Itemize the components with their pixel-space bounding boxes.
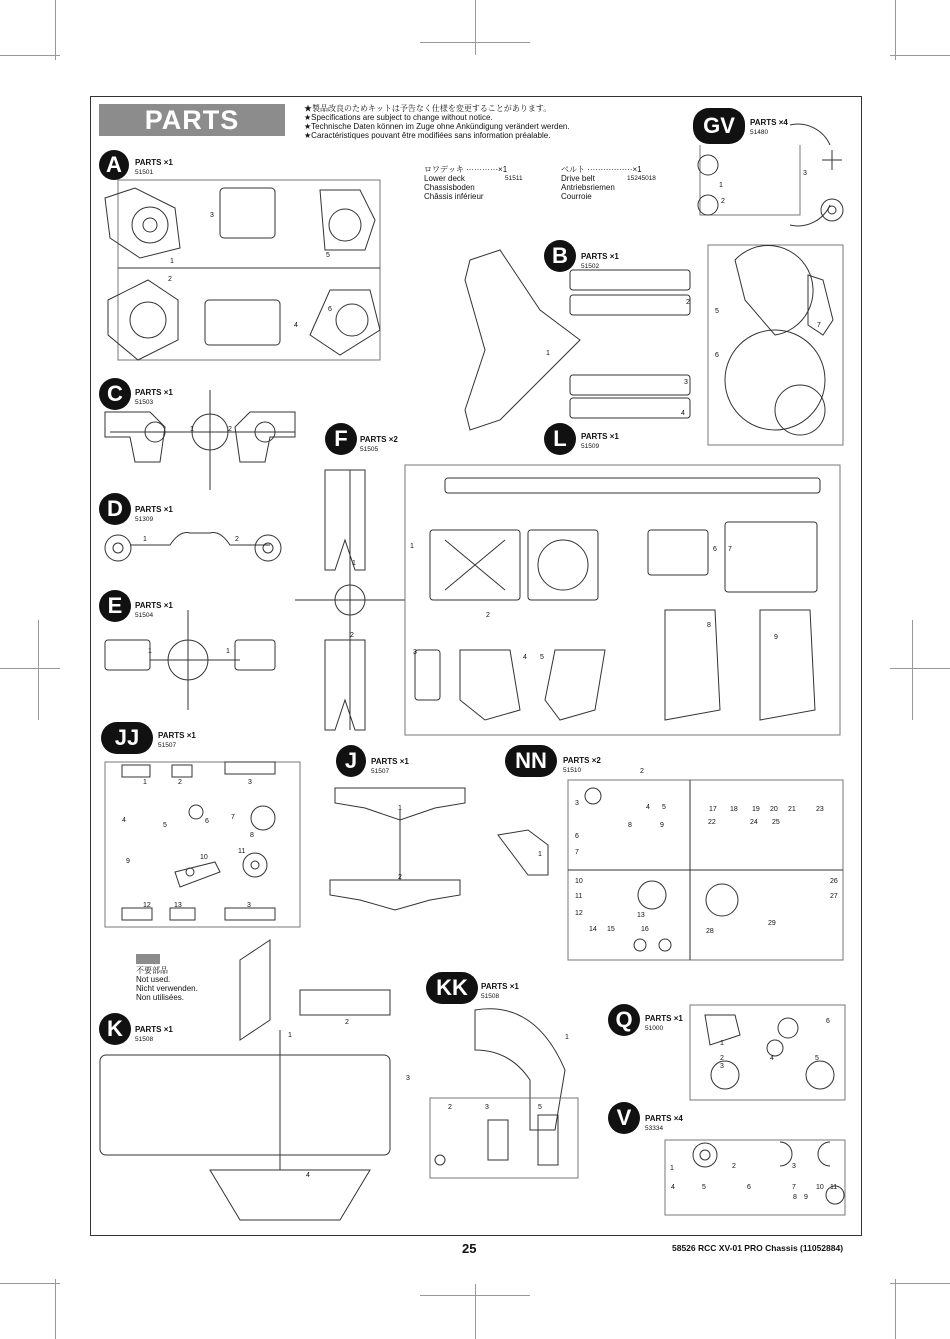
part-number: 6 <box>715 352 719 359</box>
part-number: 2 <box>398 874 402 881</box>
part-number: 4 <box>294 322 298 329</box>
lower-deck-en: Lower deck <box>424 174 465 183</box>
parts-code: 51480 <box>750 129 769 136</box>
part-number: 3 <box>406 1075 410 1082</box>
part-number: 20 <box>770 806 778 813</box>
sprue-a-drawing <box>105 180 380 360</box>
part-number: 1 <box>538 851 542 858</box>
drive-belt-fr: Courroie <box>561 192 592 201</box>
parts-qty: PARTS ×2 <box>360 435 398 444</box>
part-number: 11 <box>575 893 583 900</box>
sprue-kk-drawing <box>430 1009 578 1178</box>
part-number: 8 <box>707 622 711 629</box>
sprue-f-drawing <box>295 470 405 730</box>
kit-code: 58526 RCC XV-01 PRO Chassis (11052884) <box>672 1243 844 1253</box>
part-number: 29 <box>768 920 776 927</box>
parts-letter-badge: B <box>544 240 576 272</box>
part-number: 4 <box>646 804 650 811</box>
part-number: 11 <box>238 848 246 855</box>
parts-code: 51502 <box>581 263 600 270</box>
parts-code: 51510 <box>563 767 582 774</box>
parts-code: 51508 <box>481 993 500 1000</box>
parts-letter-badge: Q <box>608 1004 640 1036</box>
part-number: 11 <box>830 1184 838 1191</box>
part-number: 2 <box>732 1163 736 1170</box>
part-number: 2 <box>345 1019 349 1026</box>
parts-code: 51503 <box>135 399 154 406</box>
part-number: 3 <box>792 1163 796 1170</box>
parts-qty: PARTS ×1 <box>158 731 196 740</box>
part-number: 14 <box>589 926 597 933</box>
part-number: 19 <box>752 806 760 813</box>
part-number: 3 <box>413 649 417 656</box>
part-number: 4 <box>523 654 527 661</box>
part-number: 13 <box>174 902 182 909</box>
part-number: 2 <box>721 198 725 205</box>
part-number: 12 <box>575 910 583 917</box>
parts-letter-badge: J <box>336 745 366 777</box>
part-number: 25 <box>772 819 780 826</box>
sprue-c-drawing <box>105 390 295 490</box>
legend-fr: Non utilisées. <box>136 993 185 1002</box>
part-number: 17 <box>709 806 717 813</box>
part-number: 27 <box>830 893 838 900</box>
legend-de: Nicht verwenden. <box>136 984 198 993</box>
part-number: 2 <box>350 632 354 639</box>
sprue-d-drawing <box>105 533 281 562</box>
part-number: 6 <box>747 1184 751 1191</box>
legend-en: Not used. <box>136 975 171 984</box>
parts-letter-badge: NN <box>505 745 557 777</box>
part-number: 5 <box>326 252 330 259</box>
parts-code: 51507 <box>371 768 390 775</box>
part-number: 2 <box>228 426 232 433</box>
part-number: 26 <box>830 878 838 885</box>
lower-deck-ja: ロワデッキ ············×1 <box>424 165 508 174</box>
lower-deck-info <box>424 165 507 201</box>
part-number: 1 <box>148 648 152 655</box>
drive-belt-ja: ベルト ·················×1 <box>561 165 642 174</box>
parts-code: 51509 <box>581 443 600 450</box>
sprue-q-drawing <box>690 1005 845 1100</box>
part-number: 23 <box>816 806 824 813</box>
not-used-swatch <box>136 954 160 964</box>
parts-qty: PARTS ×1 <box>135 1025 173 1034</box>
drive-belt-info <box>561 165 642 201</box>
part-number: 1 <box>226 648 230 655</box>
part-number: 21 <box>788 806 796 813</box>
part-number: 28 <box>706 928 714 935</box>
parts-letter-badge: D <box>99 493 131 525</box>
parts-letter-badge: K <box>99 1013 131 1045</box>
part-number: 6 <box>575 833 579 840</box>
part-number: 2 <box>640 768 644 775</box>
not-used-legend <box>136 966 198 1002</box>
part-number: 4 <box>681 410 685 417</box>
legend-ja: 不要部品 <box>136 966 168 975</box>
part-number: 5 <box>163 822 167 829</box>
part-number: 1 <box>410 543 414 550</box>
part-number: 5 <box>662 804 666 811</box>
part-number: 15 <box>607 926 615 933</box>
parts-letter-badge: V <box>608 1102 640 1134</box>
parts-qty: PARTS ×1 <box>645 1014 683 1023</box>
part-number: 22 <box>708 819 716 826</box>
notice-line: ★Caractéristiques pouvant être modifiées sans information préalable. <box>304 131 551 140</box>
part-number: 3 <box>803 170 807 177</box>
part-number: 1 <box>565 1034 569 1041</box>
notice-line: ★製品改良のためキットは予告なく仕様を変更することがあります。 <box>304 104 552 113</box>
part-number: 3 <box>485 1104 489 1111</box>
part-number: 1 <box>398 805 402 812</box>
part-number: 2 <box>168 276 172 283</box>
part-number: 3 <box>684 379 688 386</box>
part-number: 9 <box>660 822 664 829</box>
lower-deck-code: 51511 <box>505 175 523 182</box>
page-number: 25 <box>462 1241 477 1256</box>
parts-qty: PARTS ×1 <box>135 158 173 167</box>
part-number: 10 <box>575 878 583 885</box>
drive-belt-en: Drive belt <box>561 174 595 183</box>
part-number: 1 <box>352 560 356 567</box>
part-number: 4 <box>770 1055 774 1062</box>
part-number: 2 <box>486 612 490 619</box>
part-number: 6 <box>205 818 209 825</box>
sprue-b-drawing <box>465 245 843 445</box>
parts-letter-badge: KK <box>426 972 478 1004</box>
parts-letter-badge: JJ <box>101 722 153 754</box>
part-number: 7 <box>817 322 821 329</box>
parts-code: 51309 <box>135 516 154 523</box>
part-number: 6 <box>713 546 717 553</box>
lower-deck-de: Chassisboden <box>424 183 475 192</box>
sprue-v-drawing <box>665 1140 845 1215</box>
part-number: 2 <box>235 536 239 543</box>
sprue-e-drawing <box>105 610 275 710</box>
part-number: 3 <box>210 212 214 219</box>
parts-qty: PARTS ×1 <box>581 252 619 261</box>
parts-code: 51507 <box>158 742 177 749</box>
notice-line: ★Technische Daten können im Zuge ohne Ankündigung verändert werden. <box>304 122 570 131</box>
part-number: 4 <box>306 1172 310 1179</box>
parts-letter-badge: C <box>99 378 131 410</box>
parts-qty: PARTS ×1 <box>135 505 173 514</box>
parts-code: 51505 <box>360 446 379 453</box>
part-number: 4 <box>671 1184 675 1191</box>
parts-code: 51000 <box>645 1025 664 1032</box>
part-number: 2 <box>448 1104 452 1111</box>
parts-qty: PARTS ×1 <box>135 388 173 397</box>
parts-qty: PARTS ×4 <box>750 118 788 127</box>
part-number: 5 <box>715 308 719 315</box>
parts-qty: PARTS ×4 <box>645 1114 683 1123</box>
part-number: 3 <box>248 779 252 786</box>
part-number: 10 <box>200 854 208 861</box>
parts-code: 51504 <box>135 612 154 619</box>
part-number: 6 <box>826 1018 830 1025</box>
parts-code: 51508 <box>135 1036 154 1043</box>
part-number: 5 <box>815 1055 819 1062</box>
parts-letter-badge: GV <box>693 108 745 144</box>
part-number: 1 <box>170 258 174 265</box>
part-number: 8 <box>793 1194 797 1201</box>
sprue-l-drawing <box>405 465 840 735</box>
part-number: 1 <box>719 182 723 189</box>
part-number: 4 <box>122 817 126 824</box>
part-number: 3 <box>575 800 579 807</box>
part-number: 8 <box>250 832 254 839</box>
part-number: 8 <box>628 822 632 829</box>
parts-letter-badge: L <box>544 423 576 455</box>
part-number: 7 <box>575 849 579 856</box>
part-number: 7 <box>231 814 235 821</box>
sprue-jj-drawing <box>105 762 300 927</box>
part-number: 2 <box>686 299 690 306</box>
parts-qty: PARTS ×1 <box>135 601 173 610</box>
part-number: 1 <box>288 1032 292 1039</box>
part-number: 1 <box>190 426 194 433</box>
part-number: 5 <box>538 1104 542 1111</box>
part-number: 5 <box>540 654 544 661</box>
parts-code: 51501 <box>135 169 154 176</box>
parts-letter-badge: F <box>325 423 357 455</box>
part-number: 1 <box>670 1165 674 1172</box>
part-number: 7 <box>792 1184 796 1191</box>
part-number: 1 <box>143 779 147 786</box>
part-number: 7 <box>728 546 732 553</box>
part-number: 1 <box>143 536 147 543</box>
part-number: 9 <box>774 634 778 641</box>
part-number: 2 <box>720 1055 724 1062</box>
part-number: 24 <box>750 819 758 826</box>
parts-qty: PARTS ×2 <box>563 756 601 765</box>
part-number: 9 <box>126 858 130 865</box>
drive-belt-de: Antriebsriemen <box>561 183 615 192</box>
part-number: 16 <box>641 926 649 933</box>
parts-qty: PARTS ×1 <box>581 432 619 441</box>
part-number: 1 <box>720 1040 724 1047</box>
part-number: 1 <box>546 350 550 357</box>
part-number: 18 <box>730 806 738 813</box>
parts-qty: PARTS ×1 <box>371 757 409 766</box>
parts-qty: PARTS ×1 <box>481 982 519 991</box>
part-number: 9 <box>804 1194 808 1201</box>
part-number: 5 <box>702 1184 706 1191</box>
parts-letter-badge: A <box>99 150 129 180</box>
lower-deck-fr: Châssis inférieur <box>424 192 484 201</box>
part-number: 10 <box>816 1184 824 1191</box>
notice-line: ★Specifications are subject to change without notice. <box>304 113 493 122</box>
part-number: 6 <box>328 306 332 313</box>
part-number: 3 <box>247 902 251 909</box>
part-number: 13 <box>637 912 645 919</box>
part-number: 12 <box>143 902 151 909</box>
drive-belt-code: 15245018 <box>627 175 656 182</box>
part-number: 3 <box>720 1063 724 1070</box>
parts-title: PARTS <box>99 104 285 136</box>
parts-letter-badge: E <box>99 590 131 622</box>
parts-code: 53334 <box>645 1125 664 1132</box>
part-number: 2 <box>178 779 182 786</box>
